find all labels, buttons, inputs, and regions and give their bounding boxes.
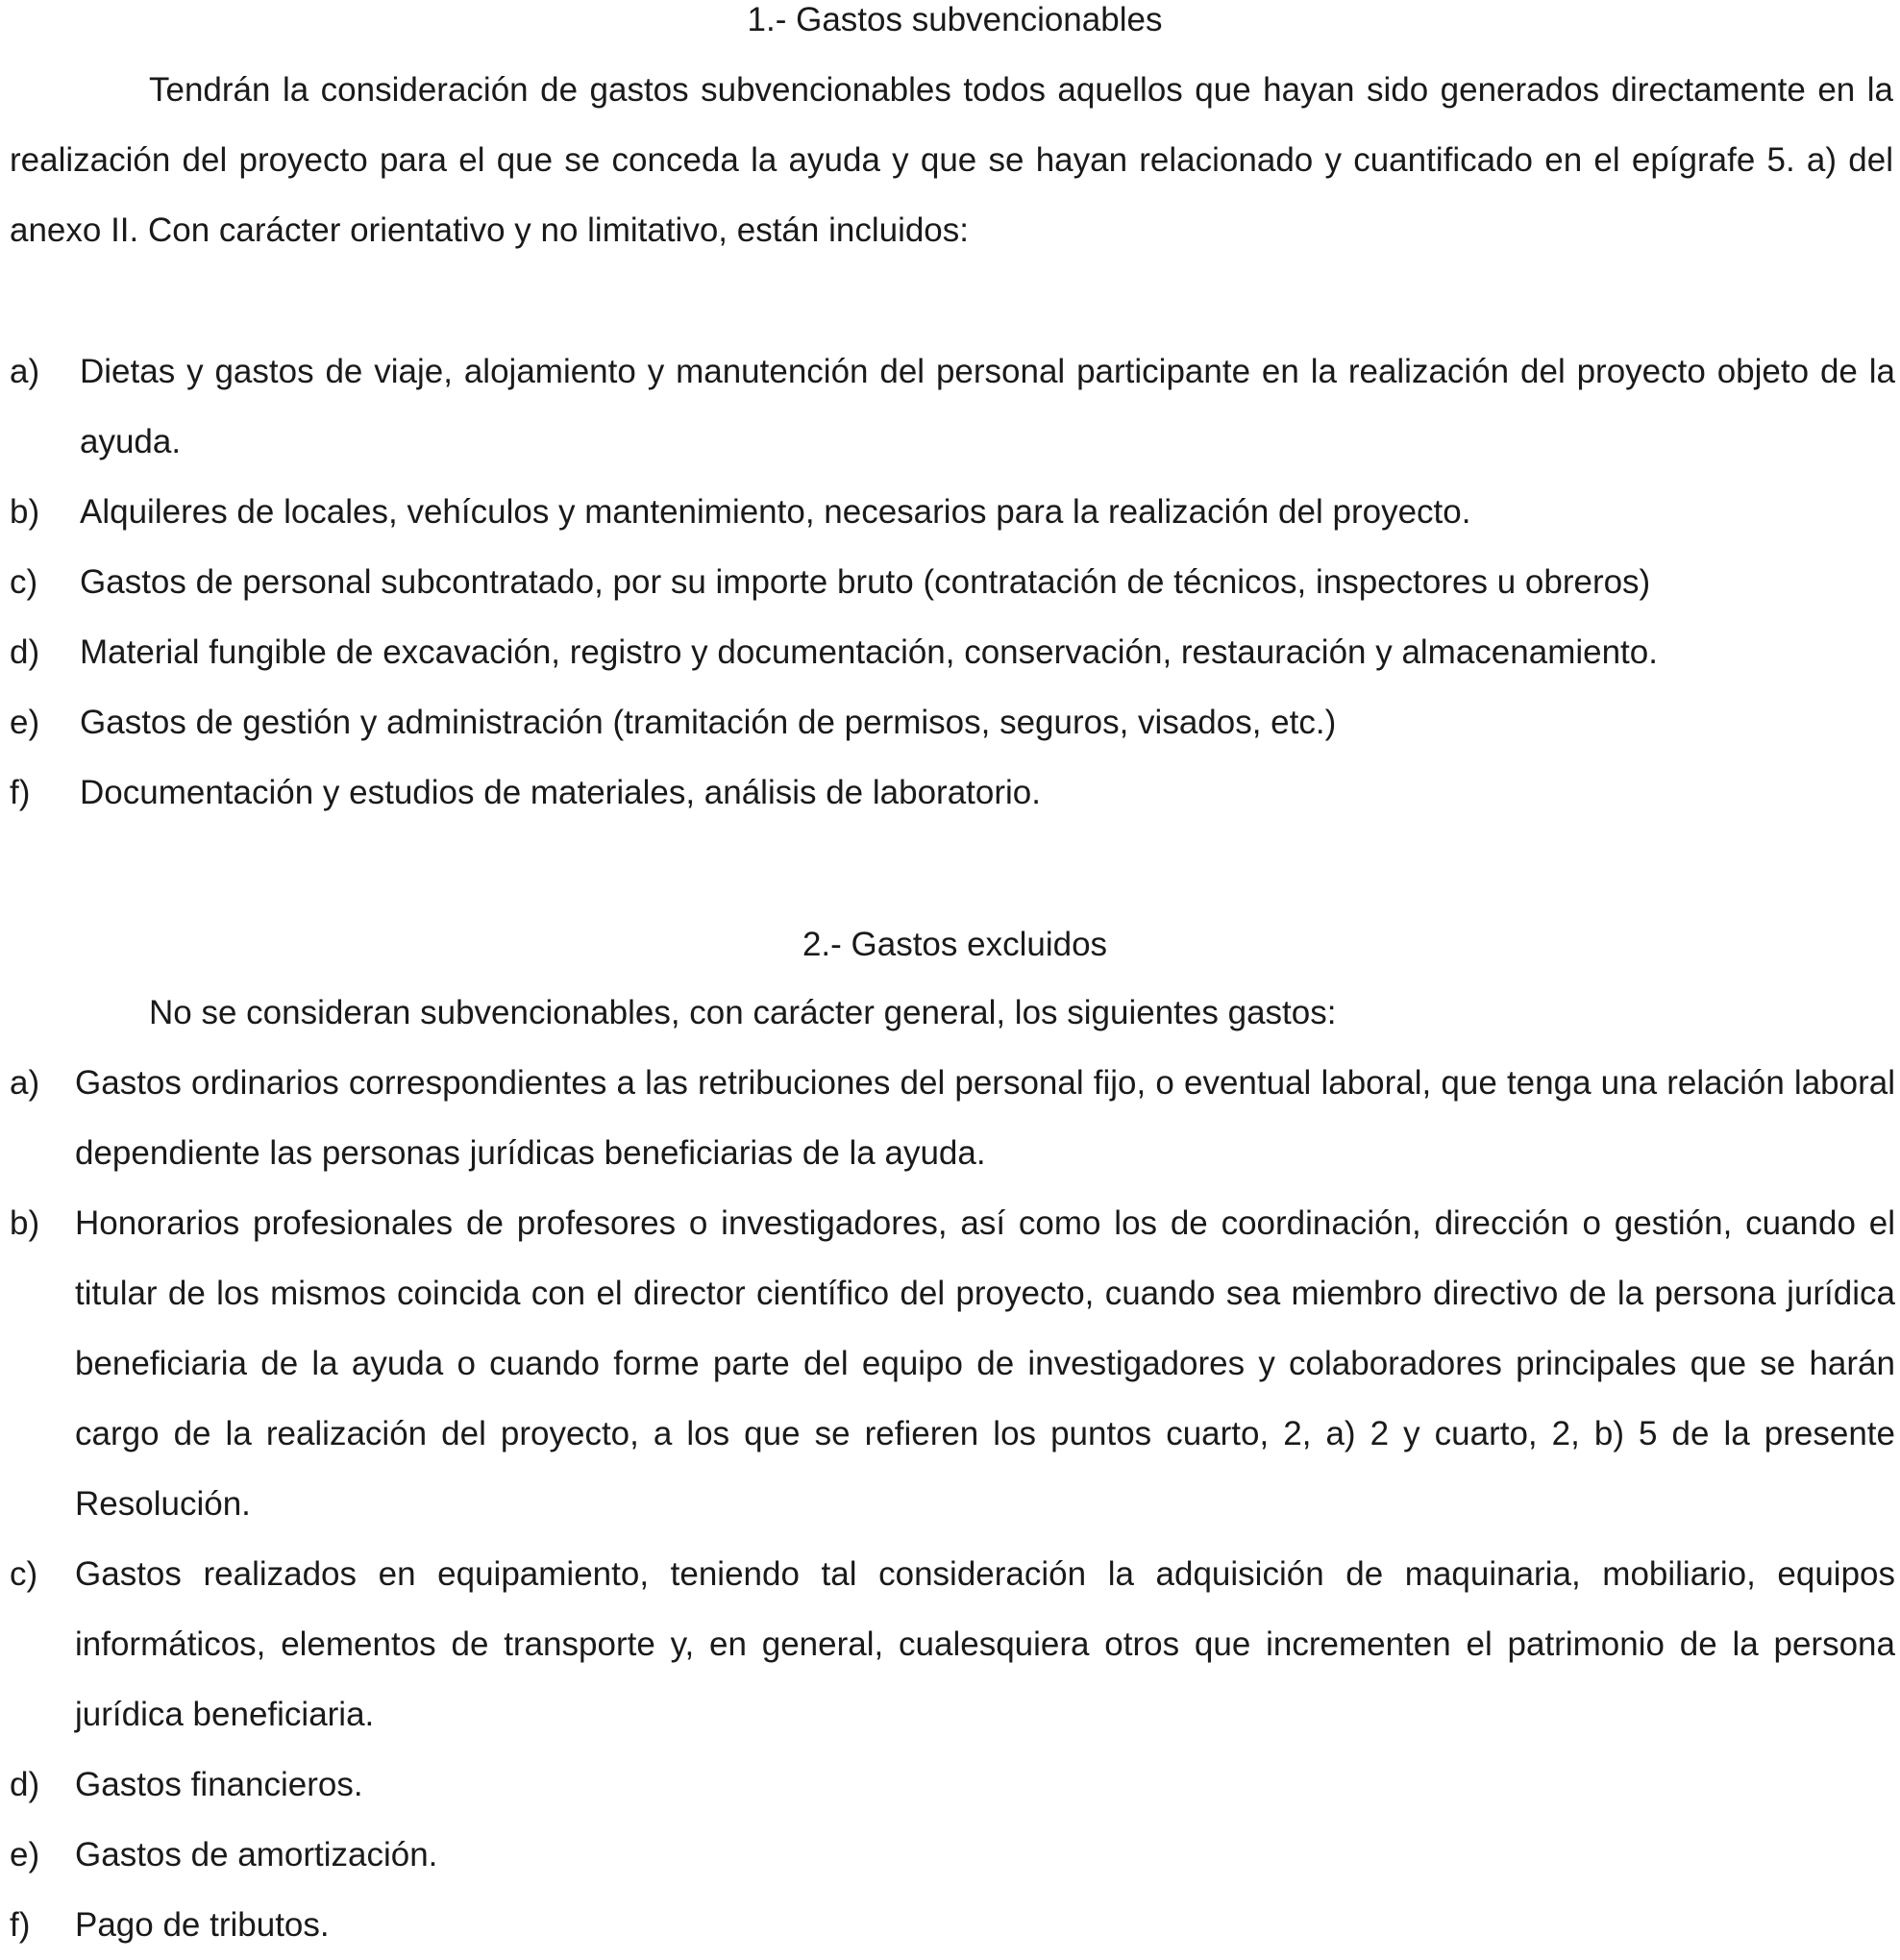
list-item-text: Material fungible de excavación, registro y documentación, conservación, restauración y almacenamiento. xyxy=(80,633,1658,671)
list-item-text: Gastos de gestión y administración (tramitación de permisos, seguros, visados, etc.) xyxy=(80,704,1337,741)
list-item xyxy=(0,757,1900,828)
list-item-text: Gastos de amortización. xyxy=(75,1836,438,1873)
list-item-text: Gastos de personal subcontratado, por su importe bruto (contratación de técnicos, inspectores u obreros) xyxy=(80,563,1651,601)
section-2-intro: No se consideran subvencionables, con carácter general, los siguientes gastos: xyxy=(149,994,1337,1031)
list-item-marker: a) xyxy=(10,1064,40,1102)
list-item-text: Honorarios profesionales de profesores o investigadores, así como los de coordinación, dirección o gestión, cuando el titular de los mismos coincida con el director científico del proyecto, cuando sea miembro directivo de la persona jurídica beneficiaria de la ayuda o cuando forme parte del equipo de investigadores y colaboradores principales que se harán cargo de la realización del proyecto, a los que se refieren los puntos cuarto, 2, a) 2 y cuarto, 2, b) 5 de la presente Resolución. xyxy=(75,1204,1895,1523)
list-item-marker: e) xyxy=(10,704,40,741)
list-item-text: Gastos ordinarios correspondientes a las retribuciones del personal fijo, o eventual laboral, que tenga una relación laboral dependiente las personas jurídicas beneficiarias de la ayuda. xyxy=(75,1064,1895,1172)
list-item xyxy=(0,1890,1900,1960)
list-item-marker: b) xyxy=(10,493,40,531)
list-item xyxy=(0,1539,1900,1749)
list-item xyxy=(0,1820,1900,1890)
section-2-title: 2.- Gastos excluidos xyxy=(802,926,1108,963)
list-item xyxy=(0,1749,1900,1820)
list-item xyxy=(0,617,1900,687)
list-item xyxy=(0,477,1900,547)
list-item-text: Dietas y gastos de viaje, alojamiento y manutención del personal participante en la realización del proyecto objeto de la ayuda. xyxy=(80,353,1895,460)
list-item-marker: c) xyxy=(10,563,38,601)
list-item xyxy=(0,336,1900,477)
list-item xyxy=(0,1188,1900,1539)
list-item xyxy=(0,687,1900,757)
list-item-marker: f) xyxy=(10,774,31,811)
list-item-text: Pago de tributos. xyxy=(75,1906,330,1944)
list-item-marker: d) xyxy=(10,1766,40,1803)
list-item-marker: b) xyxy=(10,1204,40,1242)
section-1-list xyxy=(0,336,1900,828)
list-item-text: Gastos realizados en equipamiento, teniendo tal consideración la adquisición de maquinaria, mobiliario, equipos informáticos, elementos de transporte y, en general, cualesquiera otros que incrementen el patrimonio de la persona jurídica beneficiaria. xyxy=(75,1555,1895,1733)
section-1-intro: Tendrán la consideración de gastos subvencionables todos aquellos que hayan sido generados directamente en la realización del proyecto para el que se conceda la ayuda y que se hayan relacionado y cuantificado en el epígrafe 5. a) del anexo II. Con carácter orientativo y no limitativo, están incluidos: xyxy=(10,71,1893,249)
list-item-text: Gastos financieros. xyxy=(75,1766,363,1803)
list-item-marker: e) xyxy=(10,1836,40,1873)
list-item-marker: f) xyxy=(10,1906,31,1944)
list-item-text: Alquileres de locales, vehículos y mantenimiento, necesarios para la realización del proyecto. xyxy=(80,493,1471,531)
list-item-marker: a) xyxy=(10,353,40,390)
list-item-text: Documentación y estudios de materiales, análisis de laboratorio. xyxy=(80,774,1041,811)
list-item xyxy=(0,1048,1900,1188)
list-item-marker: d) xyxy=(10,633,40,671)
section-1-title: 1.- Gastos subvencionables xyxy=(747,1,1163,38)
list-item-marker: c) xyxy=(10,1555,38,1593)
section-2-list xyxy=(0,1048,1900,1960)
list-item xyxy=(0,547,1900,617)
